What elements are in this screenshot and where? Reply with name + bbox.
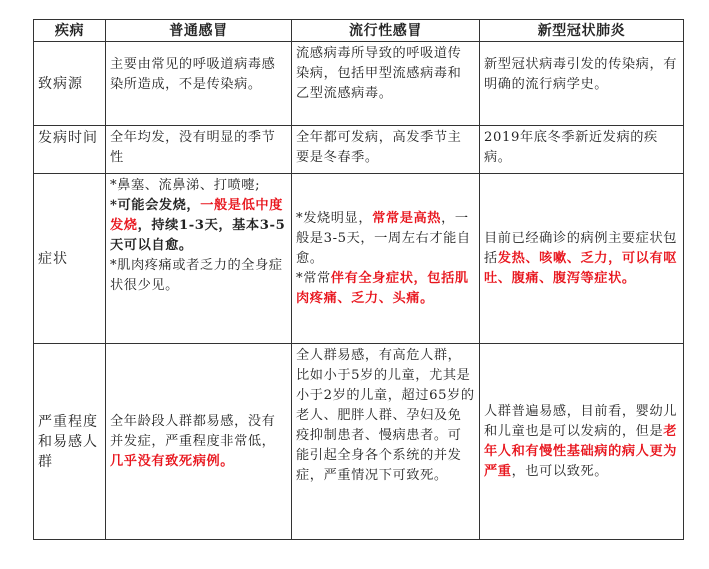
header-common-cold: 普通感冒 [106,20,292,42]
row-head-symptoms: 症状 [34,174,106,344]
covid-severity-b: ，也可以致死。 [511,463,609,479]
cell-cold-pathogen: 主要由常见的呼吸道病毒感染所造成，不是传染病。 [106,42,292,126]
cold-symptom-2 [110,196,287,256]
cold-symptom-2-b: ，持续1-3天，基本3-5天可以自愈。 [110,218,286,253]
flu-symptom-1-red: 常常是高热 [372,210,442,226]
cell-flu-pathogen: 流感病毒所导致的呼吸道传染病，包括甲型流感病毒和乙型流感病毒。 [292,42,480,126]
cold-symptom-2-a: *可能会发烧， [110,198,201,213]
cold-severity-red: 几乎没有致死病例。 [110,453,235,469]
comparison-table [33,19,684,540]
row-head-onset: 发病时间 [34,126,106,174]
header-covid: 新型冠状肺炎 [480,20,684,42]
header-disease: 疾病 [34,20,106,42]
row-head-severity: 严重程度和易感人群 [34,344,106,540]
header-row [34,20,684,42]
cell-flu-severity: 全人群易感，有高危人群，比如小于5岁的儿童，尤其是小于2岁的儿童，超过65岁的老人、肥胖人群、孕妇及免疫抑制患者、慢病患者。可能引起全身各个系统的并发症，严重情况下可致死。 [292,344,480,540]
cell-covid-symptoms [480,174,684,344]
cell-cold-symptoms [106,174,292,344]
cold-symptom-1: *鼻塞、流鼻涕、打喷嚏; [110,178,261,193]
covid-symptom-a: 目前已经确诊的病例主要症状包括 [484,230,678,266]
cell-flu-onset: 全年都可发病，高发季节主要是冬春季。 [292,126,480,174]
covid-symptom-red: 发热、咳嗽、乏力，可以有呕吐、腹痛、腹泻等症状。 [484,250,678,286]
cold-symptom-2-red: 一般是低中度发烧 [110,198,283,233]
table-row [34,344,684,540]
cell-cold-onset: 全年均发，没有明显的季节性 [106,126,292,174]
flu-symptom-2 [296,269,475,309]
table-row [34,174,684,344]
cell-covid-severity [480,344,684,540]
flu-symptom-1-a: *发烧明显， [296,210,373,226]
cell-covid-pathogen: 新型冠状病毒引发的传染病，有明确的流行病学史。 [480,42,684,126]
flu-symptom-1 [296,209,475,269]
flu-symptom-2-red: 伴有全身症状，包括肌肉疼痛、乏力、头痛。 [296,270,469,306]
table-row [34,126,684,174]
covid-severity-a: 人群普遍易感，目前看，婴幼儿和儿童也是可以发病的，但是 [484,403,678,439]
header-flu: 流行性感冒 [292,20,480,42]
covid-severity-red: 老年人和有慢性基础病的病人更为严重 [484,423,678,479]
cell-flu-symptoms [292,174,480,344]
flu-symptom-2-a: *常常 [296,270,331,286]
cell-covid-onset: 2019年底冬季新近发病的疾病。 [480,126,684,174]
cold-severity-a: 全年龄段人群都易感，没有并发症，严重程度非常低， [110,413,276,449]
cell-cold-severity [106,344,292,540]
flu-symptom-1-b: ，一般是3-5天，一周左右才能自愈。 [296,210,471,266]
row-head-pathogen: 致病源 [34,42,106,126]
cold-symptom-3: *肌肉疼痛或者乏力的全身症状很少见。 [110,258,283,293]
table-row [34,42,684,126]
